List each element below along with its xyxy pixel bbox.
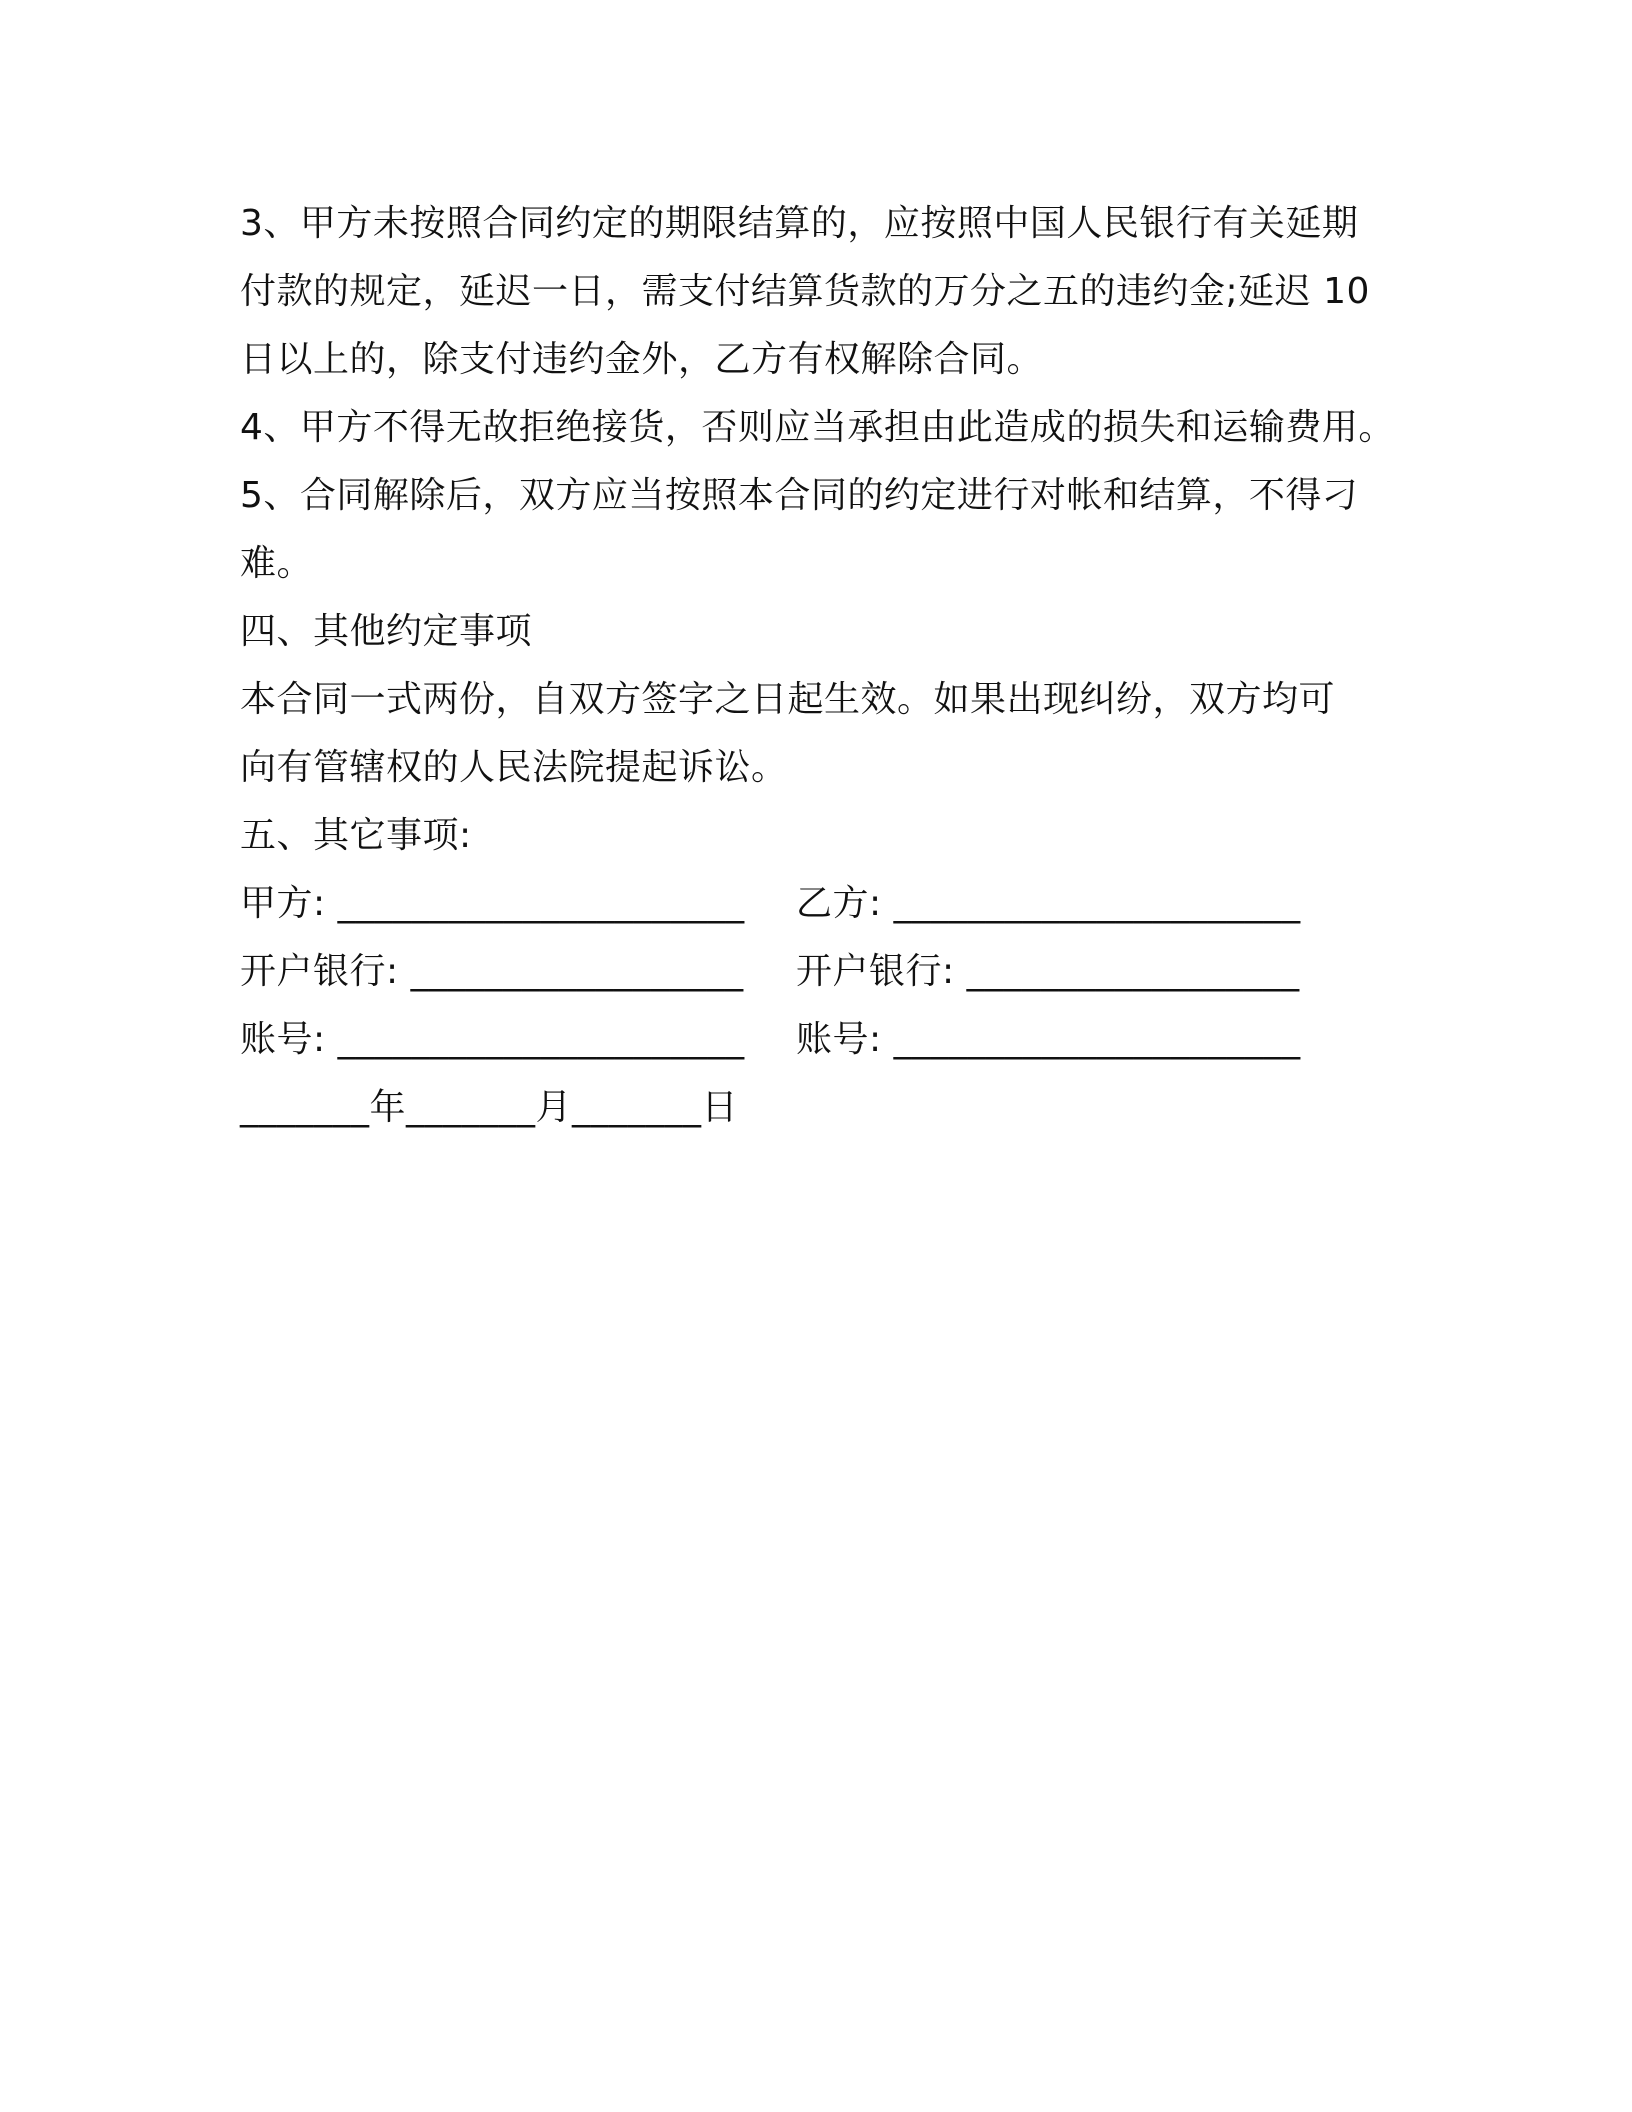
clause-3-line-1: 3、甲方未按照合同约定的期限结算的，应按照中国人民银行有关延期 xyxy=(240,203,1359,244)
party-a-field: 甲方: ______________________ xyxy=(240,883,745,924)
bank-b-field: 开户银行: __________________ xyxy=(796,951,1300,992)
bank-a-field: 开户银行: __________________ xyxy=(240,951,744,992)
account-b-field: 账号: ______________________ xyxy=(796,1019,1301,1060)
account-a-field: 账号: ______________________ xyxy=(240,1019,745,1060)
signature-row-bank xyxy=(240,938,1400,1006)
signature-row-account xyxy=(240,1006,1400,1074)
document-content xyxy=(240,190,1400,1142)
clause-5 xyxy=(240,462,1400,598)
clause-3 xyxy=(240,190,1400,394)
clause-3-line-3: 日以上的，除支付违约金外，乙方有权解除合同。 xyxy=(240,339,1044,380)
clause-5-line-1: 5、合同解除后，双方应当按照本合同的约定进行对帐和结算，不得刁 xyxy=(240,475,1359,516)
clause-5-line-2: 难。 xyxy=(240,543,314,584)
signature-date-field: _______年_______月_______日 xyxy=(240,1087,738,1128)
section-4-body-line-2: 向有管辖权的人民法院提起诉讼。 xyxy=(240,747,788,788)
clause-4-line-1: 4、甲方不得无故拒绝接货，否则应当承担由此造成的损失和运输费用。 xyxy=(240,407,1395,448)
section-4-body-line-1: 本合同一式两份，自双方签字之日起生效。如果出现纠纷，双方均可 xyxy=(240,679,1336,720)
signature-row-party xyxy=(240,870,1400,938)
section-4-title: 四、其他约定事项 xyxy=(240,611,533,652)
clause-3-line-2: 付款的规定，延迟一日，需支付结算货款的万分之五的违约金;延迟 10 xyxy=(240,271,1370,312)
clause-4 xyxy=(240,394,1400,462)
party-b-field: 乙方: ______________________ xyxy=(796,883,1301,924)
section-5-title: 五、其它事项: xyxy=(240,815,472,856)
